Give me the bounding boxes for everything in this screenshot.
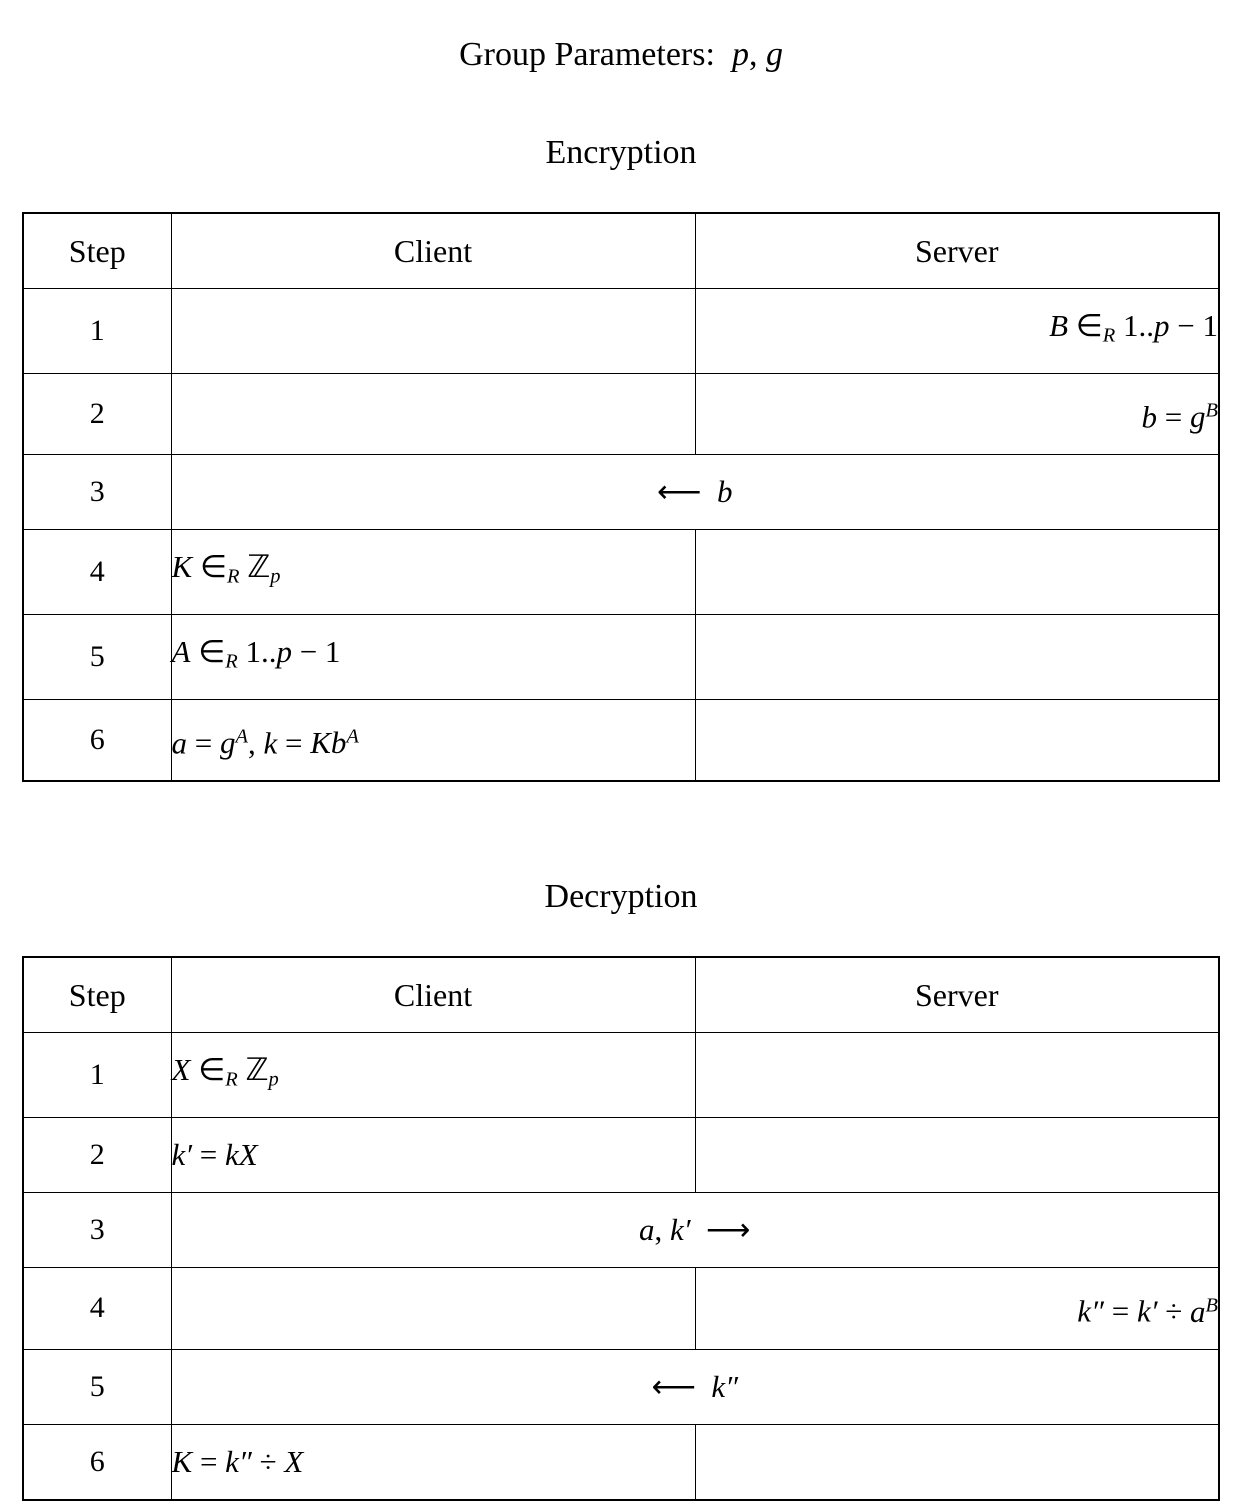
spacer-3	[0, 782, 1242, 878]
step-number: 6	[23, 699, 171, 781]
step-number: 4	[23, 1268, 171, 1350]
encryption-section-title: Encryption	[545, 134, 697, 171]
server-cell	[695, 530, 1219, 615]
spacer-4	[0, 916, 1242, 956]
client-cell: X $\in_R$ ℤ$_p$	[171, 1033, 695, 1118]
step-number: 6	[23, 1424, 171, 1500]
server-cell	[695, 699, 1219, 781]
table-row	[23, 1033, 1219, 1118]
spacer-2	[0, 172, 1242, 212]
group-parameters-values: p, g	[723, 36, 783, 73]
column-header-client: Client	[171, 957, 695, 1033]
table-row	[23, 530, 1219, 615]
group-parameters-heading	[0, 0, 1242, 74]
client-cell: A $\in_R$ 1..p − 1	[171, 615, 695, 700]
message-cell: ⟵ b	[171, 455, 1219, 530]
client-cell: K = k″ ÷ X	[171, 1424, 695, 1500]
table-row	[23, 1424, 1219, 1500]
client-cell: K $\in_R$ ℤ$_p$	[171, 530, 695, 615]
server-cell	[695, 1118, 1219, 1193]
table-row	[23, 1349, 1219, 1424]
column-header-server: Server	[695, 213, 1219, 289]
column-header-step: Step	[23, 957, 171, 1033]
encryption-table	[22, 212, 1220, 782]
decryption-section-title: Decryption	[544, 878, 698, 916]
message-cell: ⟵ k″	[171, 1349, 1219, 1424]
group-parameters-label: Group Parameters:	[459, 36, 715, 73]
decryption-table	[22, 956, 1220, 1500]
table-header-row	[23, 213, 1219, 289]
column-header-step: Step	[23, 213, 171, 289]
step-number: 1	[23, 289, 171, 374]
table-row	[23, 1268, 1219, 1350]
client-cell	[171, 373, 695, 455]
table-row	[23, 615, 1219, 700]
table-row	[23, 289, 1219, 374]
table-row	[23, 1118, 1219, 1193]
client-cell: k′ = kX	[171, 1118, 695, 1193]
server-cell	[695, 1424, 1219, 1500]
client-cell	[171, 1268, 695, 1350]
table-row	[23, 455, 1219, 530]
step-number: 2	[23, 1118, 171, 1193]
step-number: 4	[23, 530, 171, 615]
spacer-1	[0, 74, 1242, 134]
table-row	[23, 373, 1219, 455]
step-number: 5	[23, 615, 171, 700]
column-header-server: Server	[695, 957, 1219, 1033]
table-row	[23, 1193, 1219, 1268]
server-cell	[695, 1033, 1219, 1118]
client-cell: $a = g^A$, $k = Kb^A$	[171, 699, 695, 781]
column-header-client: Client	[171, 213, 695, 289]
step-number: 3	[23, 455, 171, 530]
server-cell: $k'' = k' \div a^B$	[695, 1268, 1219, 1350]
server-cell: $b = g^B$	[695, 373, 1219, 455]
step-number: 2	[23, 373, 171, 455]
table-header-row	[23, 957, 1219, 1033]
server-cell	[695, 615, 1219, 700]
step-number: 1	[23, 1033, 171, 1118]
client-cell	[171, 289, 695, 374]
step-number: 5	[23, 1349, 171, 1424]
table-row	[23, 699, 1219, 781]
step-number: 3	[23, 1193, 171, 1268]
server-cell: B $\in_R$ 1..p − 1	[695, 289, 1219, 374]
message-cell: a, k′ ⟶	[171, 1193, 1219, 1268]
